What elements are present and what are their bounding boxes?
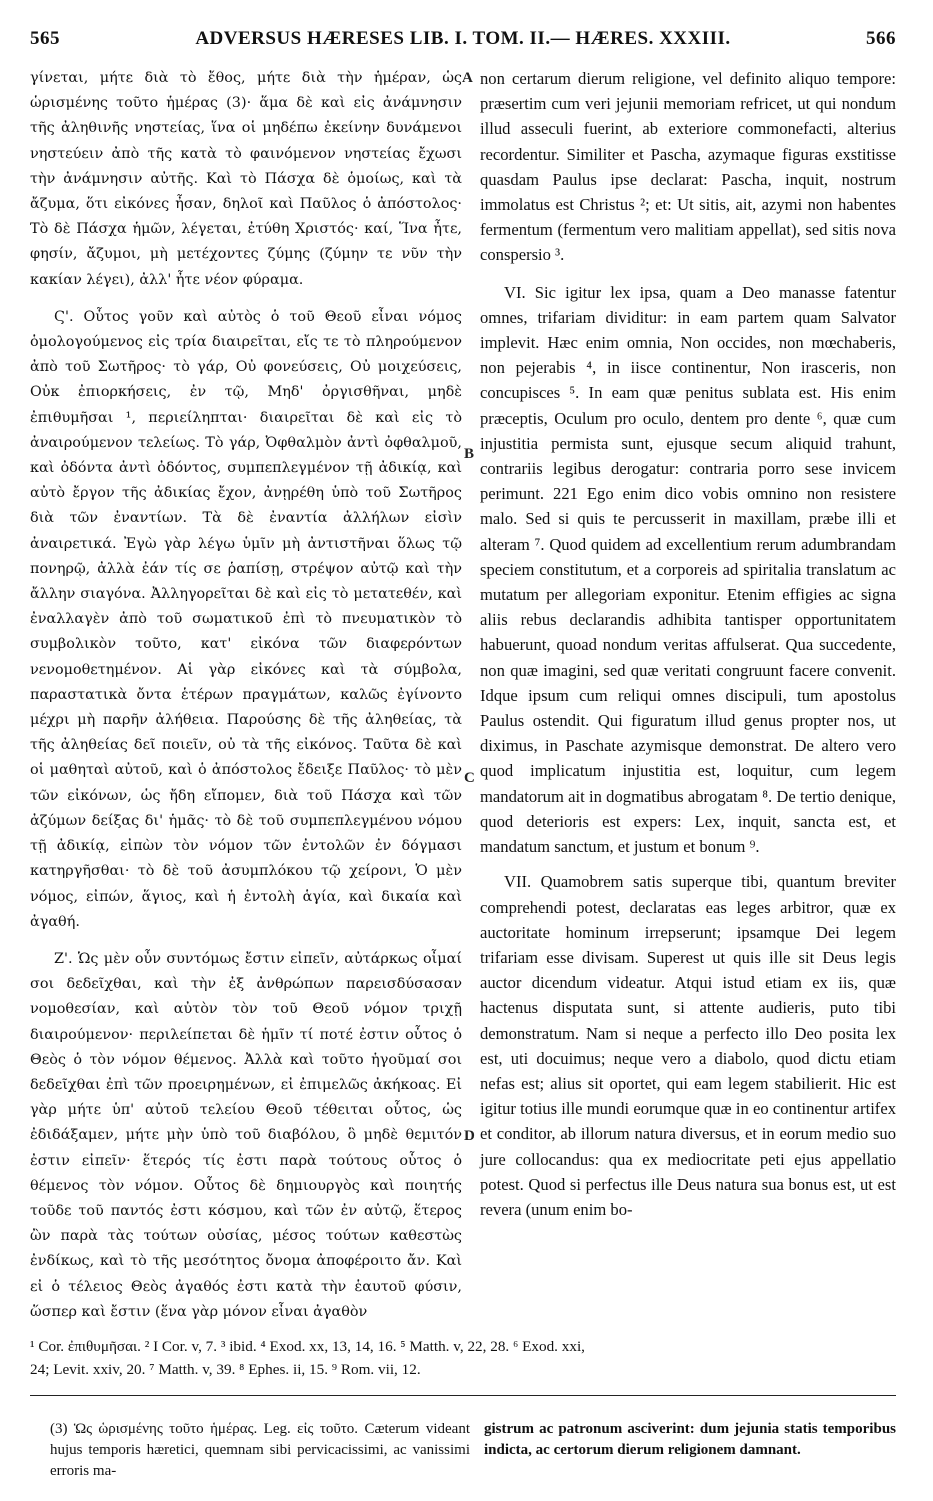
footnote-divider (30, 1395, 896, 1396)
margin-letter-a: A (462, 70, 473, 86)
footnote-line-2: 24; Levit. xxiv, 20. ⁷ Matth. v, 39. ⁸ Ephes. ii, 15. ⁹ Rom. vii, 12. (30, 1361, 421, 1378)
running-header (30, 28, 896, 54)
latin-column (480, 66, 896, 1222)
latin-paragraph-3: VII. Quamobrem satis superque tibi, quantum breviter comprehendi potest, declaratas eas leges arbitror, quæ ex auctoritate hominum irrepserunt; ipsamque Dei legem trifariam esse divisam. Superest ut quis ille sit Deus legis auctor dicendum videatur. Atqui istud etiam ex iis, quæ hactenus disputata sunt, si attente audieris, puto tibi demonstratum. Nam si neque a perfecto illo Deo posita lex est, uti docuimus; neque vero a diabolo, quod dictu etiam nefas est; alius sit oportet, qui eam legem stabilierit. Hic est igitur totius ille mundi eorumque quæ in eo continentur artifex et conditor, ab illorum natura diversus, et in eorum medio suo jure collocandus: qua ex mediocritate peti ejus appellatio potest. Quod si perfectus ille Deus natura sua bonus est, ut est revera (unum enim bo- (480, 872, 896, 1219)
greek-column (30, 66, 462, 1325)
margin-letter-b: B (464, 446, 475, 462)
running-title: ADVERSUS HÆRESES LIB. I. TOM. II.— HÆRES. XXXIII. (195, 28, 731, 49)
latin-paragraph-1: non certarum dierum religione, vel definito aliquo tempore: præsertim cum veri jejunii memoriam refricet, ut qui nondum illud asseculi fuerint, ab exteriore commonefacti, alterius recordentur. Similiter et Pascha, azymaque figuras exstitisse quasdam Paulus ipse declarat: Pascha, inquit, nostrum immolatus est Christus ²; et: Ut sitis, ait, azymi non habentes fermentum (fermentum vero malitiam appellat), sed sitis nova conspersio ³. (480, 69, 896, 265)
editorial-note-left: (3) Ὡς ὡρισμένης τοῦτο ἡμέρας. Leg. εἰς τοῦτο. Cæterum videant hujus temporis hæretici, quemnam sibi pervicacissimi, ac vanissimi erroris ma- (50, 1421, 470, 1479)
latin-paragraph-2: VI. Sic igitur lex ipsa, quam a Deo manasse fatentur omnes, trifariam dividitur: in eam partem quam Salvator implevit. Hæc enim omnia, Non occides, non mœchaberis, non pejerabis ⁴, in iisce continentur, Non irasceris, non concupisces ⁵. In eam quæ penitus sublata est. His enim præceptis, Oculum pro oculo, dentem pro dente ⁶, quæ cum injustitia permista sunt, ejusque secum aliquid trahunt, contrariis legibus derogatur: contraria porro sese invicem perimunt. 221 Ego enim dico vobis omnino non resistere malo. Sed si quis te percusserit in maxillam, præbe illi et alteram ⁷. Quod quidem ad excellentium rerum adumbrandam speciem constitutum, et a corporeis ad spiritalia translatum ac mutatum per allegoriam exponitur. Etenim effigies ac signa aliis rebus declarandis adhibita tantisper opportunitatem habuerunt, quoad nondum veritas affulserat. Qua succedente, non quæ imagini, sed quæ veritati congruunt facere convenit. Idque ipsum cum reliqui omnes discipuli, tum apostolus Paulus ostendit. Qui figuratum illud genus propter nos, ut diximus, in Paschate azymisque demonstrat. De altero vero quod implicatum injustitia est, loquitur, cum legem mandatorum ait in dogmatibus abrogatam ⁸. De tertio denique, quod deterioris est expers: Lex, inquit, sancta est, et mandatum sanctum, et justum et bonum ⁹. (480, 282, 896, 857)
margin-letter-d: D (464, 1128, 475, 1144)
editorial-note-right: gistrum ac patronum asciverint: dum jejunia statis temporibus indicta, ac certorum dierum religionem damnant. (484, 1421, 896, 1458)
greek-paragraph-1: γίνεται, μήτε διὰ τὸ ἔθος, μήτε διὰ τὴν ἡμέραν, ὡς ὡρισμένης τοῦτο ἡμέρας (3)· ἅμα δὲ καὶ εἰς ἀνάμνησιν τῆς ἀληθινῆς νηστείας, ἵνα οἱ μηδέπω ἐκείνην δυνάμενοι νηστεύειν ἀπὸ τῆς κατὰ τὸ φαινόμενον νηστείας ἔχωσι τὴν ἀνάμνησιν αὐτῆς. Καὶ τὸ Πάσχα δὲ ὁμοίως, καὶ τὰ ἄζυμα, ὅτι εἰκόνες ἦσαν, δηλοῖ καὶ Παῦλος ὁ ἀπόστολος· Τὸ δὲ Πάσχα ἡμῶν, λέγεται, ἐτύθη Χριστός· καί, Ἵνα ἦτε, φησίν, ἄζυμοι, μὴ μετέχοντες ζύμης (ζύμην τε νῦν τὴν κακίαν λέγει), ἀλλ' ἦτε νέον φύραμα. (30, 70, 462, 288)
greek-paragraph-3: Ζ'. Ὡς μὲν οὖν συντόμως ἔστιν εἰπεῖν, αὐτάρκως οἶμαί σοι δεδεῖχθαι, καὶ τὴν ἐξ ἀνθρώπων παρεισδύσασαν νομοθεσίαν, καὶ αὐτὸν τὸν τοῦ Θεοῦ νόμον τριχῇ διαιρούμενον· περιλείπεται δὲ ἡμῖν τί ποτέ ἐστιν οὗτος ὁ Θεὸς ὁ τὸν νόμον θέμενος. Ἀλλὰ καὶ τοῦτο ἡγοῦμαί σοι δεδεῖχθαι ἐπὶ τῶν προειρημένων, εἰ ἐπιμελῶς ἀκήκοας. Εἰ γὰρ μήτε ὑπ' αὐτοῦ τελείου Θεοῦ τέθειται οὗτος, ὡς ἐδιδάξαμεν, μήτε μὴν ὑπὸ τοῦ διαβόλου, ὃ μηδὲ θεμιτόν ἐστιν εἰπεῖν· ἕτερός τίς ἐστι παρὰ τούτους οὗτος ὁ θέμενος τὸν νόμον. Οὗτος δὲ δημιουργὸς καὶ ποιητής τοῦδε τοῦ παντός ἐστι κόσμου, καὶ τῶν ἐν αὐτῷ, ἕτερος ὢν παρὰ τὰς τούτων οὐσίας, μέσος τούτων καθεστὼς ἐνδίκως, καὶ τὸ τῆς μεσότητος ὄνομα ἀποφέροιτο ἄν. Καὶ εἰ ὁ τέλειος Θεὸς ἀγαθός ἐστι κατὰ τὴν ἑαυτοῦ φύσιν, ὥσπερ καὶ ἔστιν (ἕνα γὰρ μόνον εἶναι ἀγαθὸν (30, 950, 462, 1320)
footnote-line-1: ¹ Cor. ἐπιθυμῆσαι. ² I Cor. v, 7. ³ ibid. ⁴ Exod. xx, 13, 14, 16. ⁵ Matth. v, 22, 28. ⁶ Exod. xxi, (30, 1338, 585, 1355)
left-page-number: 565 (30, 28, 60, 49)
scripture-footnotes (30, 1335, 896, 1381)
greek-paragraph-2: Ϛ'. Οὗτος γοῦν καὶ αὐτὸς ὁ τοῦ Θεοῦ εἶναι νόμος ὁμολογούμενος εἰς τρία διαιρεῖται, εἴς τε τὸ πληρούμενον ἀπὸ τοῦ Σωτῆρος· τὸ γάρ, Οὐ φονεύσεις, Οὐ μοιχεύσεις, Οὐκ ἐπιορκήσεις, ἐν τῷ, Μηδ' ὀργισθῆναι, μηδὲ ἐπιθυμῆσαι ¹, περιείληπται· διαιρεῖται δὲ καὶ εἰς τὸ ἀναιρούμενον τελείως. Τὸ γάρ, Ὀφθαλμὸν ἀντὶ ὀφθαλμοῦ, καὶ ὀδόντα ἀντὶ ὀδόντος, συμπεπλεγμένον τῇ ἀδικίᾳ, καὶ αὐτὸ ἔργον τῆς ἀδικίας ἔχον, ἀνῃρέθη ὑπὸ τοῦ Σωτῆρος διὰ τῶν ἐναντίων. Τὰ δὲ ἐναντία ἀλλήλων εἰσὶν ἀναιρετικά. Ἐγὼ γὰρ λέγω ὑμῖν μὴ ἀντιστῆναι ὅλως τῷ πονηρῷ, ἀλλὰ ἐάν τίς σε ῥαπίσῃ, στρέψον αὐτῷ καὶ τὴν ἄλλην σιαγόνα. Ἀλληγορεῖται δὲ καὶ εἰς τὸ μετατεθέν, καὶ ἐναλλαγὲν ἀπὸ τοῦ σωματικοῦ ἐπὶ τὸ πνευματικὸν τὸ συμβολικὸν τοῦτο, κατ' εἰκόνα τῶν διαφερόντων νενομοθετημένον. Αἱ γὰρ εἰκόνες καὶ τὰ σύμβολα, παραστατικὰ ὄντα ἑτέρων πραγμάτων, καλῶς ἐγίνοντο μέχρι μὴ παρῆν ἀλήθεια. Παρούσης δὲ τῆς ἀληθείας, τὰ τῆς ἀληθείας δεῖ ποιεῖν, οὐ τὰ τῆς εἰκόνος. Ταῦτα δὲ καὶ οἱ μαθηταὶ αὐτοῦ, καὶ ὁ ἀπόστολος ἔδειξε Παῦλος· τὸ μὲν τῶν εἰκόνων, ὡς ἤδη εἴπομεν, διὰ τοῦ Πάσχα καὶ τῶν ἀζύμων δείξας δι' ἡμᾶς· τὸ δὲ τοῦ συμπεπλεγμένου νόμου τῇ ἀδικίᾳ, εἰπὼν τὸν νόμον τῶν ἐντολῶν ἐν δόγμασι κατηργῆσθαι· τὸ δὲ τοῦ ἀσυμπλόκου τῷ χείρονι, Ὁ μὲν νόμος, εἰπών, ἅγιος, καὶ ἡ ἐντολὴ ἁγία, καὶ δικαία καὶ ἀγαθή. (30, 308, 462, 930)
margin-letter-c: C (464, 770, 475, 786)
right-page-number: 566 (866, 28, 896, 49)
